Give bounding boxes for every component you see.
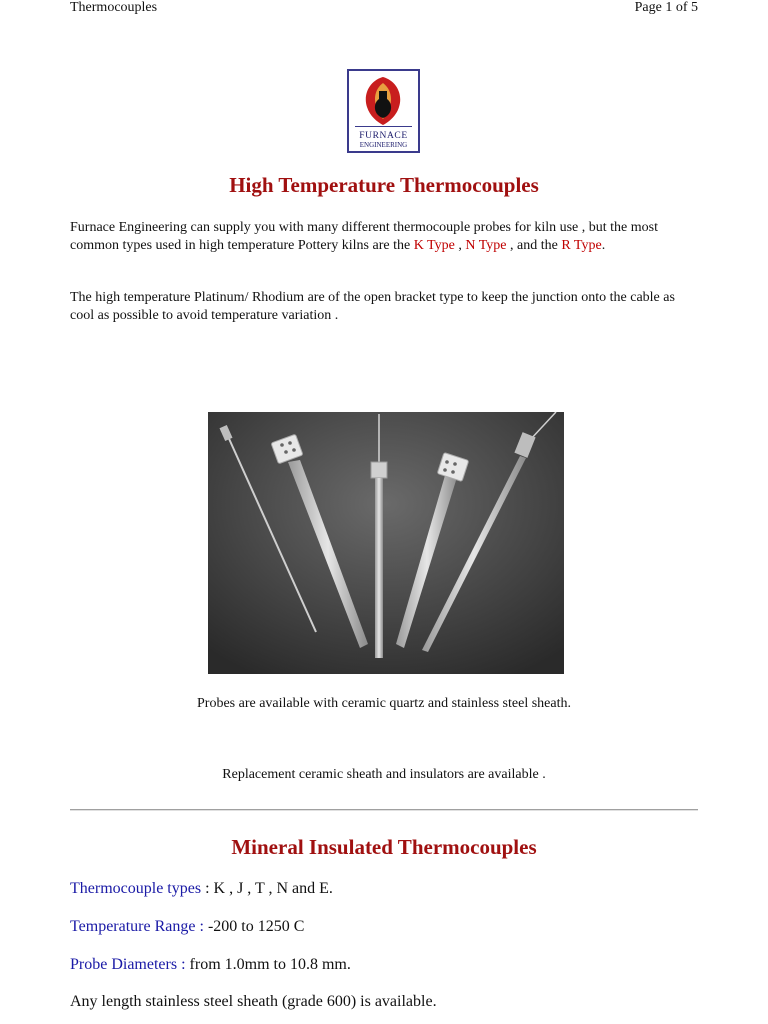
diameters-value: from 1.0mm to 10.8 mm. bbox=[185, 956, 351, 973]
probe-diameters-line bbox=[70, 956, 351, 974]
range-label: Temperature Range : bbox=[70, 918, 204, 935]
diameters-label: Probe Diameters : bbox=[70, 956, 186, 973]
thermocouple-types-line bbox=[70, 880, 333, 898]
n-type-link[interactable]: N Type bbox=[465, 237, 507, 253]
separator-text: , bbox=[454, 237, 466, 253]
sheath-length-line: Any length stainless steel sheath (grade 600) is available. bbox=[70, 993, 437, 1010]
temperature-range-line bbox=[70, 918, 304, 936]
page-header bbox=[70, 0, 698, 18]
document-title: Thermocouples bbox=[70, 0, 158, 15]
types-label: Thermocouple types bbox=[70, 880, 202, 897]
range-value: -200 to 1250 C bbox=[203, 918, 305, 935]
intro-paragraph bbox=[70, 219, 698, 254]
probe-caption: Probes are available with ceramic quartz and stainless steel sheath. bbox=[197, 696, 571, 711]
platinum-rhodium-paragraph: The high temperature Platinum/ Rhodium are of the open bracket type to keep the junction onto the cable as cool as possible to avoid temperature variation . bbox=[70, 290, 675, 323]
types-value: : K , J , T , N and E. bbox=[201, 880, 333, 897]
page-indicator: Page 1 of 5 bbox=[634, 0, 698, 15]
furnace-engineering-logo bbox=[347, 69, 420, 153]
intro-text: Furnace Engineering can supply you with many different thermocouple probes for kiln use , but the most common types used in high temperature Pottery kilns are the bbox=[70, 220, 658, 253]
replacement-caption: Replacement ceramic sheath and insulators are available . bbox=[222, 767, 546, 782]
section-title-high-temp: High Temperature Thermocouples bbox=[229, 173, 539, 197]
r-type-link[interactable]: R Type bbox=[561, 237, 602, 253]
logo-text-line1: FURNACE bbox=[359, 131, 408, 141]
logo-text-line2: ENGINEERING bbox=[359, 141, 408, 149]
separator-text-2: , and the bbox=[506, 237, 562, 253]
section-title-mineral: Mineral Insulated Thermocouples bbox=[231, 835, 537, 859]
sentence-end: . bbox=[601, 237, 606, 253]
k-type-link[interactable]: K Type bbox=[413, 237, 455, 253]
section-divider bbox=[70, 809, 698, 811]
thermocouple-probes-photo bbox=[208, 412, 564, 674]
